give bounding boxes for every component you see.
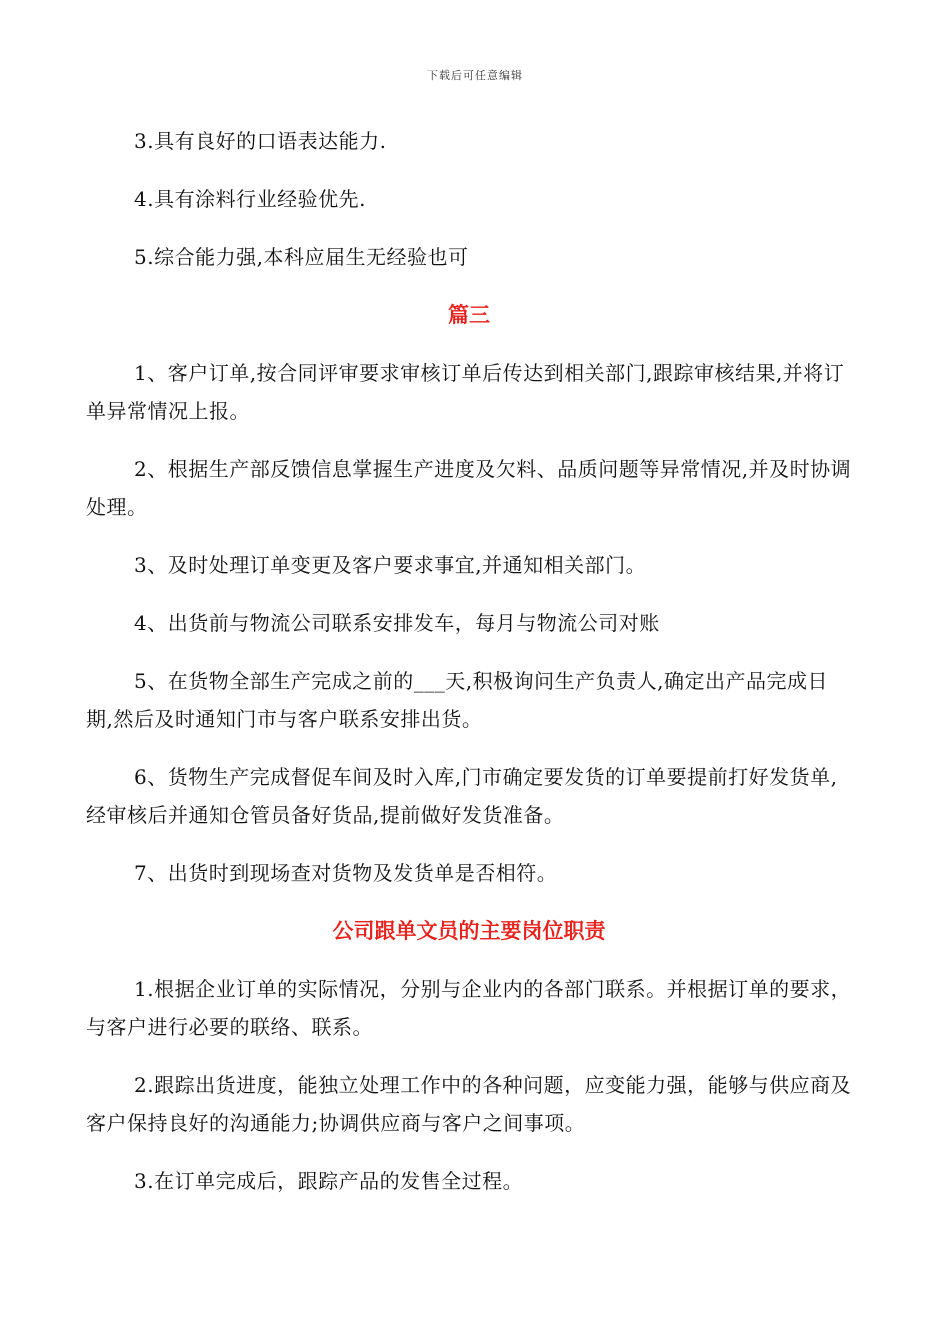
duty-item: 1、客户订单,按合同评审要求审核订单后传达到相关部门,跟踪审核结果,并将订单异常情况上报。 bbox=[86, 361, 845, 423]
clerk-duty-item: 1.根据企业订单的实际情况，分别与企业内的各部门联系。并根据订单的要求，与客户进行必要的联络、联系。 bbox=[86, 977, 852, 1039]
duty-item: 3、及时处理订单变更及客户要求事宜,并通知相关部门。 bbox=[134, 553, 647, 577]
requirement-item: 4.具有涂料行业经验优先. bbox=[134, 187, 366, 211]
header-note: 下载后可任意编辑 bbox=[427, 69, 523, 82]
duty-item: 2、根据生产部反馈信息掌握生产进度及欠料、品质问题等异常情况,并及时协调处理。 bbox=[86, 457, 852, 519]
document-body bbox=[86, 122, 852, 1200]
section-heading-clerk-duties: 公司跟单文员的主要岗位职责 bbox=[332, 918, 606, 943]
requirement-item: 5.综合能力强,本科应届生无经验也可 bbox=[134, 245, 469, 269]
duty-item: 6、货物生产完成督促车间及时入库,门市确定要发货的订单要提前打好发货单,经审核后并通知仓管员备好货品,提前做好发货准备。 bbox=[86, 765, 838, 827]
clerk-duty-item: 2.跟踪出货进度，能独立处理工作中的各种问题，应变能力强，能够与供应商及客户保持良好的沟通能力;协调供应商与客户之间事项。 bbox=[86, 1073, 852, 1135]
duty-item: 5、在货物全部生产完成之前的___天,积极询问生产负责人,确定出产品完成日期,然后及时通知门市与客户联系安排出货。 bbox=[86, 669, 828, 731]
duty-item: 4、出货前与物流公司联系安排发车，每月与物流公司对账 bbox=[134, 611, 660, 635]
clerk-duty-item: 3.在订单完成后，跟踪产品的发售全过程。 bbox=[134, 1169, 524, 1193]
duty-item: 7、出货时到现场查对货物及发货单是否相符。 bbox=[134, 861, 558, 885]
section-heading-part3: 篇三 bbox=[448, 302, 490, 327]
requirement-item: 3.具有良好的口语表达能力. bbox=[134, 129, 387, 153]
